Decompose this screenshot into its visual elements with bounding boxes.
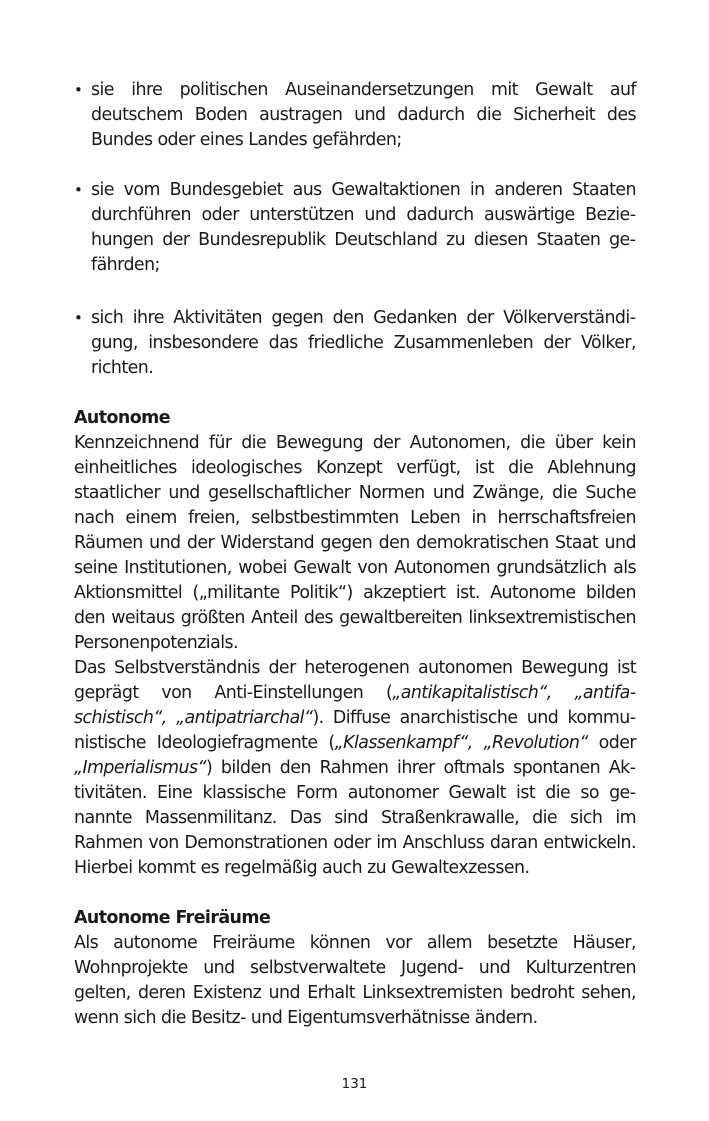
text-run: ) bilden den Rahmen ihrer oftmals spontanen Aktivitäten. Eine klassische Form autonomer Gewalt ist die so genannte Massenmilitanz. Das sind Straßenkrawalle, die sich im Rahmen von Demonstrationen oder im Anschluss daran entwickeln. Hierbei kommt es regelmäßig auch zu Gewaltexzessen.: [74, 758, 636, 878]
section-heading: Autonome: [74, 408, 170, 428]
paragraph: [74, 656, 636, 881]
bullet-icon: •: [74, 181, 83, 199]
bullet-text: sie ihre politischen Auseinandersetzungen mit Gewalt auf deutschem Boden austragen und dadurch die Sicherheit des Bundes oder eines Landes gefährden;: [91, 80, 636, 150]
section-autonome-freiraeume: [74, 906, 636, 1031]
section-heading: Autonome Freiräume: [74, 908, 271, 928]
list-item: [74, 306, 636, 381]
bullet-list: [74, 78, 636, 381]
list-item: [74, 178, 636, 278]
bullet-text: sie vom Bundesgebiet aus Gewaltaktionen in anderen Staaten durchführen oder unterstützen und dadurch auswärtige Beziehungen der Bundesrepublik Deutschland zu diesen Staaten gefährden;: [91, 180, 636, 275]
bullet-text: sich ihre Aktivitäten gegen den Gedanken der Völkerverständigung, insbesondere das friedliche Zusammenleben der Völker, richten.: [91, 308, 636, 378]
page-content: [74, 78, 636, 1031]
paragraph: Als autonome Freiräume können vor allem besetzte Häuser, Wohnprojekte und selbstverwaltete Jugend- und Kulturzentren gelten, deren Existenz und Erhalt Linksextremisten bedroht sehen, wenn sich die Besitz- und Eigentumsverhätnisse ändern.: [74, 933, 636, 1028]
page-number: 131: [341, 1076, 368, 1092]
emphasis-text: „Imperialismus“: [74, 758, 206, 778]
emphasis-text: „Klassenkampf“, „Revolution“: [334, 733, 588, 753]
bullet-icon: •: [74, 81, 83, 99]
text-run: oder: [587, 733, 636, 753]
section-autonome: [74, 406, 636, 881]
text-run: Das Selbstverständnis der heterogenen autonomen Bewegung ist geprägt von Anti-Einstellungen (: [74, 658, 636, 703]
emphasis-text: „antikapitalistisch“, „antifaschistisch“, „antipatriarchal“: [74, 683, 636, 728]
paragraph: Kennzeichnend für die Bewegung der Autonomen, die über kein einheitliches ideologisches Konzept verfügt, ist die Ablehnung staatlicher und gesellschaftlicher Normen und Zwänge, die Suche nach einem freien, selbstbestimmten Leben in herrschaftsfreien Räumen und der Widerstand gegen den demokratischen Staat und seine Institutionen, wobei Gewalt von Autonomen grundsätzlich als Aktionsmittel („militante Politik“) akzeptiert ist. Autonome bilden den weitaus größten Anteil des gewaltbereiten linksextremistischen Personenpotenzials.: [74, 433, 636, 653]
text-run: ). Diffuse anarchistische und kommunistische Ideologiefragmente (: [74, 708, 637, 753]
list-item: [74, 78, 636, 153]
bullet-icon: •: [74, 309, 83, 327]
